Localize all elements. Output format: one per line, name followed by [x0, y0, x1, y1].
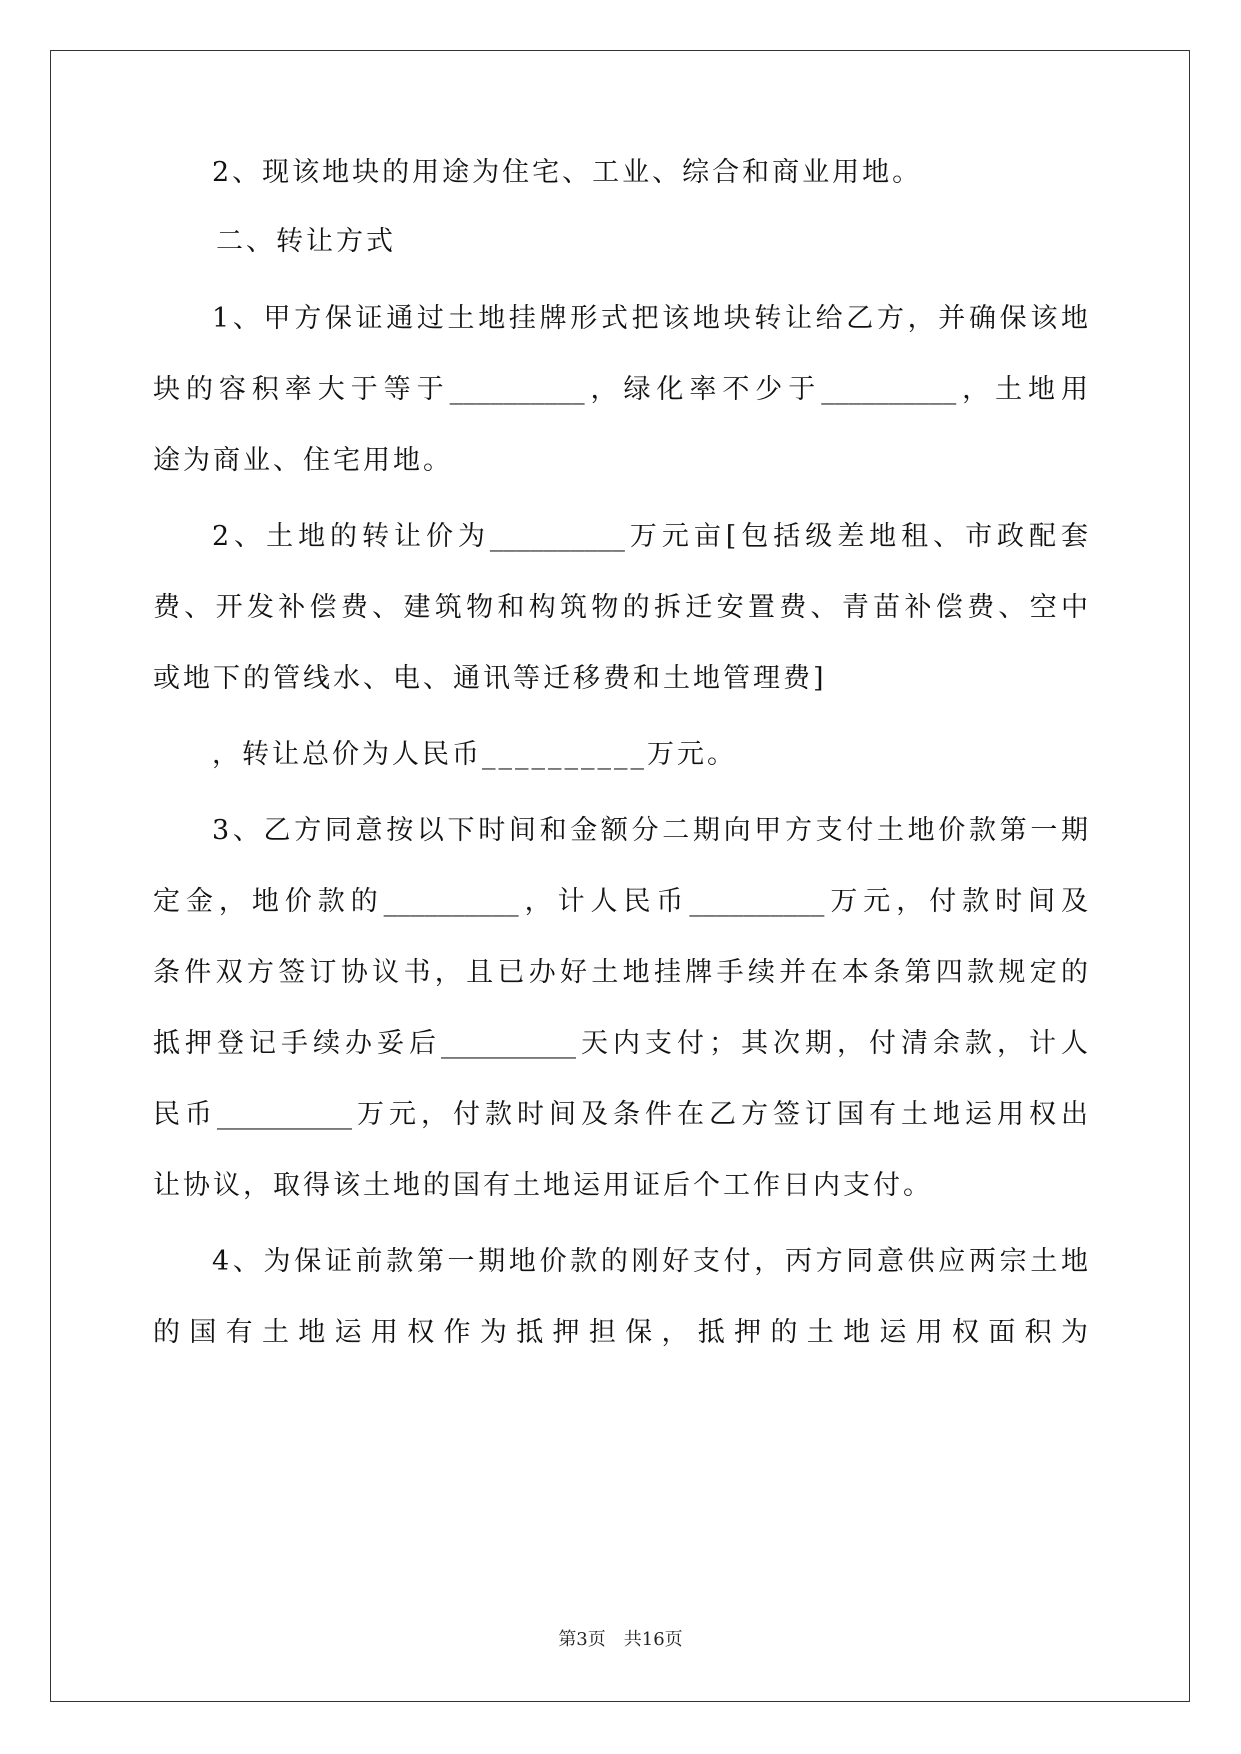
text-line: 抵押登记手续办妥后__________天内支付；其次期，付清余款，计人: [153, 1028, 1088, 1059]
text-line: 4、为保证前款第一期地价款的刚好支付，丙方同意供应两宗土地: [212, 1246, 1088, 1277]
text-line: 途为商业、住宅用地。: [153, 445, 453, 476]
text-line: 费、开发补偿费、建筑物和构筑物的拆迁安置费、青苗补偿费、空中: [153, 592, 1088, 623]
text-line: 条件双方签订协议书，且已办好土地挂牌手续并在本条第四款规定的: [153, 957, 1088, 988]
text-line: 的国有土地运用权作为抵押担保，抵押的土地运用权面积为: [153, 1317, 1088, 1348]
text-line: 2、土地的转让价为__________万元亩[包括级差地租、市政配套: [212, 521, 1088, 552]
text-line: 民币__________万元，付款时间及条件在乙方签订国有土地运用权出: [153, 1099, 1088, 1130]
text-line: 1、甲方保证通过土地挂牌形式把该地块转让给乙方，并确保该地: [212, 303, 1088, 334]
text-line: 或地下的管线水、电、通讯等迁移费和土地管理费]: [153, 663, 827, 694]
text-line: 2、现该地块的用途为住宅、工业、综合和商业用地。: [212, 157, 923, 188]
text-line: 3、乙方同意按以下时间和金额分二期向甲方支付土地价款第一期: [212, 815, 1088, 846]
text-line: 块的容积率大于等于__________，绿化率不少于__________，土地用: [153, 374, 1088, 405]
page-number: 第3页 共16页: [558, 1629, 683, 1650]
page-frame: [50, 50, 1190, 1702]
text-line: ，转让总价为人民币__________万元。: [212, 739, 737, 770]
text-line: 让协议，取得该土地的国有土地运用证后个工作日内支付。: [153, 1170, 933, 1201]
text-line: 定金，地价款的__________，计人民币__________万元，付款时间及: [153, 886, 1088, 917]
section-heading: 二、转让方式: [216, 226, 396, 257]
